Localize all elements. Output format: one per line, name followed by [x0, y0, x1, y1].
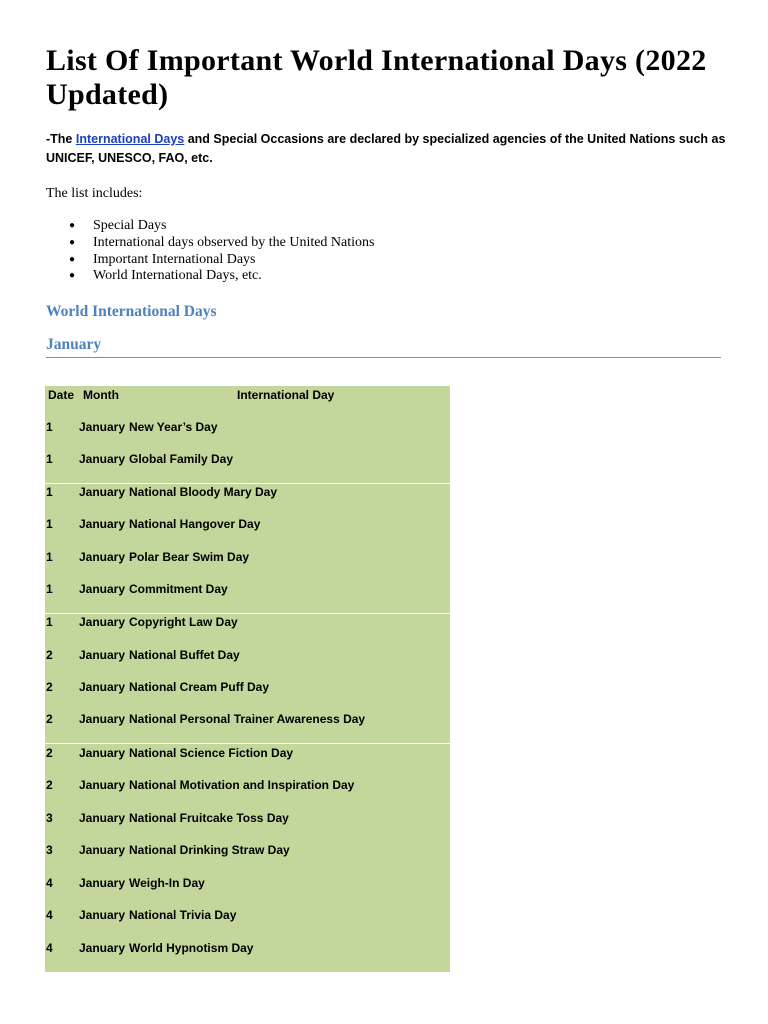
- table-row: [45, 876, 450, 894]
- table-row: [45, 517, 450, 535]
- cell-date: 1: [46, 582, 53, 596]
- section-heading: World International Days: [46, 303, 217, 321]
- cell-date: 4: [46, 908, 53, 922]
- cell-date: 2: [46, 778, 53, 792]
- cell-international-day: Copyright Law Day: [129, 615, 238, 629]
- cell-international-day: National Hangover Day: [129, 517, 261, 531]
- header-date: Date: [48, 388, 75, 402]
- cell-international-day: Weigh-In Day: [129, 876, 205, 890]
- cell-date: 3: [46, 843, 53, 857]
- bullet-icon: ●: [69, 220, 76, 231]
- list-item: ● World International Days, etc.: [69, 268, 262, 284]
- header-international-day: International Day: [237, 388, 335, 402]
- cell-date: 1: [46, 452, 53, 466]
- table-row: [45, 615, 450, 633]
- cell-month: January: [79, 712, 126, 726]
- cell-month: January: [79, 550, 126, 564]
- cell-date: 4: [46, 876, 53, 890]
- table-row: [45, 941, 450, 959]
- table-header: [45, 386, 450, 406]
- cell-international-day: National Buffet Day: [129, 648, 240, 662]
- cell-month: January: [79, 615, 126, 629]
- cell-date: 2: [46, 648, 53, 662]
- cell-month: January: [79, 452, 126, 466]
- table-divider: [45, 743, 450, 744]
- table-row: [45, 582, 450, 600]
- header-month: Month: [83, 388, 119, 402]
- intro-prefix: -The: [46, 132, 76, 146]
- cell-month: January: [79, 908, 126, 922]
- cell-date: 4: [46, 941, 53, 955]
- cell-international-day: New Year’s Day: [129, 420, 218, 434]
- intro-suffix: and Special Occasions are declared by specialized agencies of the United Nations such as UNICEF, UNESCO, FAO, etc.: [46, 132, 726, 165]
- table-row: [45, 811, 450, 829]
- page-title: List Of Important World International Days (2022 Updated): [46, 44, 707, 111]
- table-row: [45, 908, 450, 926]
- table-row: [45, 712, 450, 730]
- cell-international-day: National Cream Puff Day: [129, 680, 270, 694]
- cell-international-day: National Personal Trainer Awareness Day: [129, 712, 366, 726]
- cell-date: 1: [46, 485, 53, 499]
- bullet-icon: ●: [69, 270, 76, 282]
- intro-paragraph: [46, 130, 726, 168]
- cell-date: 1: [46, 420, 53, 434]
- table-row: [45, 452, 450, 470]
- cell-month: January: [79, 648, 126, 662]
- cell-date: 2: [46, 712, 53, 726]
- cell-date: 2: [46, 680, 53, 694]
- cell-date: 1: [46, 550, 53, 564]
- bullet-icon: ●: [69, 236, 76, 248]
- table-divider: [45, 613, 450, 614]
- month-heading: January: [46, 335, 721, 358]
- table-row: [45, 420, 450, 438]
- document-page: [46, 44, 726, 358]
- cell-international-day: National Bloody Mary Day: [129, 485, 278, 499]
- list-item: ● Special Days: [69, 218, 167, 233]
- cell-international-day: National Motivation and Inspiration Day: [129, 778, 355, 792]
- cell-month: January: [79, 843, 126, 857]
- cell-international-day: Global Family Day: [129, 452, 234, 466]
- cell-date: 1: [46, 517, 53, 531]
- cell-month: January: [79, 485, 126, 499]
- table-row: [45, 550, 450, 568]
- list-item: ● Important International Days: [69, 251, 256, 267]
- cell-international-day: World Hypnotism Day: [129, 941, 254, 955]
- cell-international-day: Commitment Day: [129, 582, 228, 596]
- table-row: [45, 746, 450, 764]
- cell-date: 2: [46, 746, 53, 760]
- cell-date: 3: [46, 811, 53, 825]
- cell-month: January: [79, 811, 126, 825]
- cell-international-day: National Science Fiction Day: [129, 746, 294, 760]
- cell-date: 1: [46, 615, 53, 629]
- table-divider: [45, 483, 450, 484]
- cell-month: January: [79, 420, 126, 434]
- bullet-icon: ●: [69, 253, 76, 265]
- table-row: [45, 843, 450, 861]
- international-days-table: [45, 386, 450, 972]
- cell-month: January: [79, 876, 126, 890]
- cell-month: January: [79, 778, 126, 792]
- cell-month: January: [79, 746, 126, 760]
- bullet-list: [46, 218, 726, 285]
- international-days-link[interactable]: International Days: [75, 132, 185, 146]
- list-item: ● International days observed by the United Nations: [69, 234, 375, 250]
- table-row: [45, 648, 450, 666]
- cell-month: January: [79, 680, 126, 694]
- cell-month: January: [79, 941, 126, 955]
- cell-international-day: National Fruitcake Toss Day: [129, 811, 289, 825]
- cell-month: January: [79, 517, 126, 531]
- list-intro-text: The list includes:: [46, 186, 143, 201]
- cell-international-day: National Trivia Day: [129, 908, 237, 922]
- cell-international-day: National Drinking Straw Day: [129, 843, 290, 857]
- cell-month: January: [79, 582, 126, 596]
- cell-international-day: Polar Bear Swim Day: [129, 550, 250, 564]
- table-row: [45, 485, 450, 503]
- table-row: [45, 778, 450, 796]
- table-row: [45, 680, 450, 698]
